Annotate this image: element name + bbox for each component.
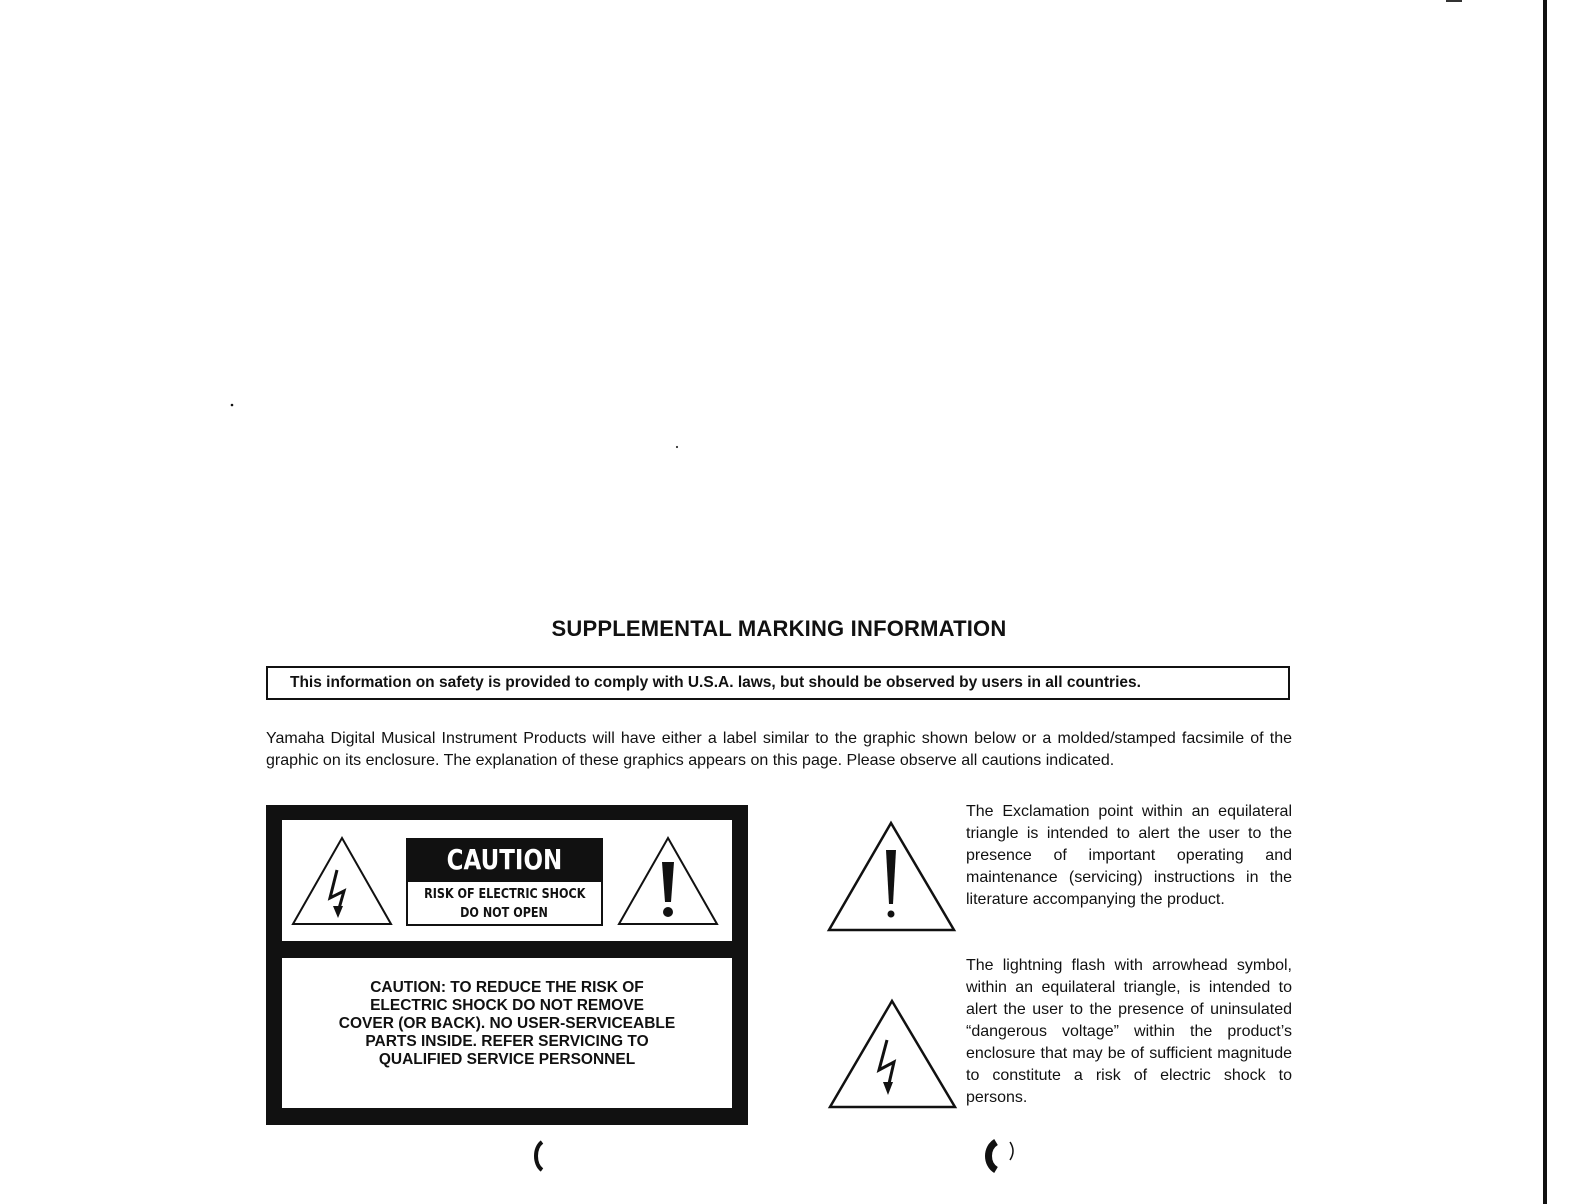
intro-paragraph: Yamaha Digital Musical Instrument Products will have either a label similar to the graphic shown below or a molded/stamped facsimile of the graphic on its enclosure. The explanation of these graphics appears on this page. Please observe all cautions indicated.	[266, 730, 1292, 769]
warning-line: COVER (OR BACK). NO USER-SERVICEABLE	[338, 1015, 676, 1032]
lightning-description: The lightning flash with arrowhead symbol, within an equilateral triangle, is intended to alert the user to the presence of uninsulated “dangerous voltage” within the product’s enclosure that may be of sufficient magnitude to constitute a risk of electric shock to persons.	[966, 957, 1292, 1106]
scan-mark	[982, 1140, 1022, 1172]
caution-sub-line1: RISK OF ELECTRIC SHOCK	[423, 887, 586, 902]
scan-dot	[675, 445, 679, 449]
exclamation-warning-icon	[617, 836, 719, 926]
lightning-triangle-icon	[828, 998, 958, 1110]
exclamation-triangle-icon	[827, 820, 957, 932]
lightning-warning-icon	[291, 836, 393, 926]
caution-subtext	[406, 882, 603, 926]
warning-line: ELECTRIC SHOCK DO NOT REMOVE	[370, 997, 644, 1014]
warning-line: QUALIFIED SERVICE PERSONNEL	[378, 1051, 636, 1068]
caution-warning-text	[282, 979, 732, 1069]
scan-mark	[530, 1140, 546, 1172]
notice-box	[266, 666, 1290, 700]
caution-word: CAUTION	[406, 838, 603, 882]
exclamation-description: The Exclamation point within an equilateral triangle is intended to alert the user to the presence of important operating and maintenance (servicing) instructions in the literature accompanying the product.	[966, 803, 1292, 908]
scan-mark	[1446, 0, 1462, 2]
page-title: SUPPLEMENTAL MARKING INFORMATION	[551, 616, 1007, 641]
scan-dot	[230, 403, 234, 407]
caution-sub-line2: DO NOT OPEN	[460, 906, 549, 921]
notice-text: This information on safety is provided to comply with U.S.A. laws, but should be observed by users in all countries.	[290, 674, 1141, 691]
warning-line: CAUTION: TO REDUCE THE RISK OF	[370, 979, 644, 996]
page-edge	[1543, 0, 1547, 1204]
warning-line: PARTS INSIDE. REFER SERVICING TO	[365, 1033, 649, 1050]
